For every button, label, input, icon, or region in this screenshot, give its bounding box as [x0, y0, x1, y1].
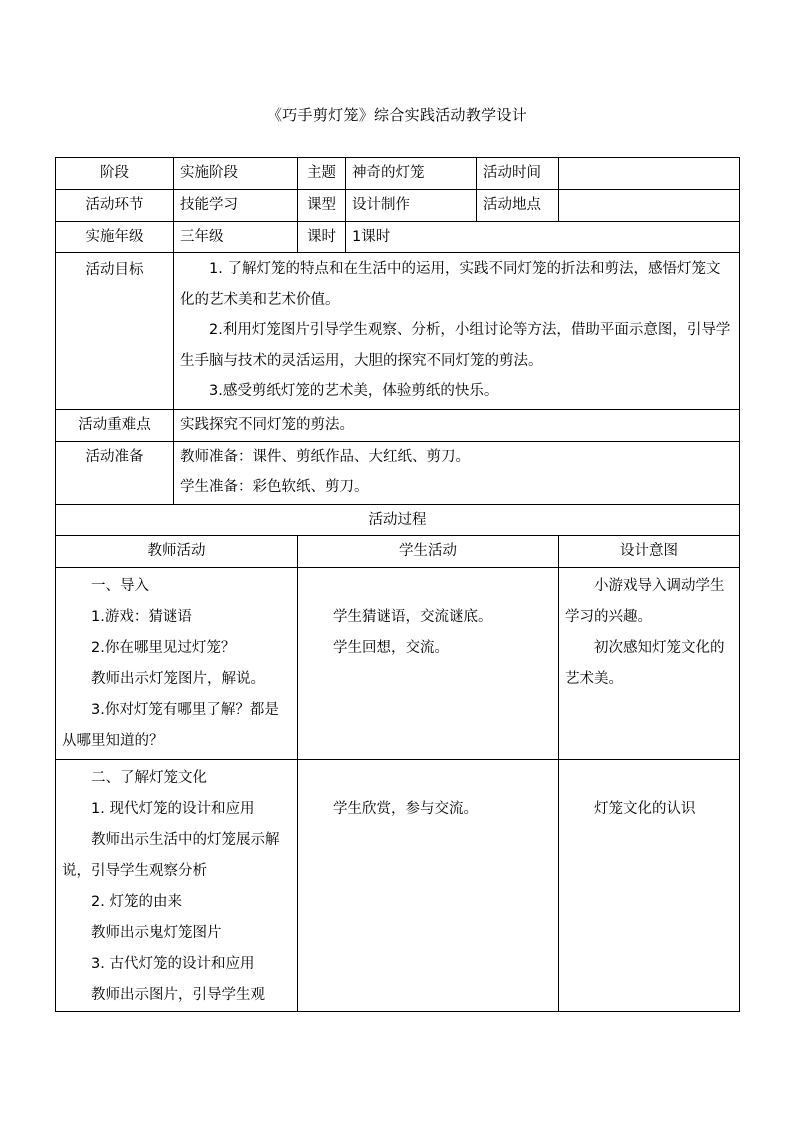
row-process-title — [56, 504, 740, 536]
key-value: 实践探究不同灯笼的剪法。 — [174, 410, 740, 442]
place-label: 活动地点 — [477, 190, 559, 222]
section1-teacher: 一、导入 1.游戏：猜谜语 2.你在哪里见过灯笼？ 教师出示灯笼图片，解说。 3.你对灯笼有哪里了解？都是从哪里知道的？ — [56, 567, 298, 759]
header-intent: 设计意图 — [559, 536, 740, 568]
process-title: 活动过程 — [56, 504, 740, 536]
goal-1: 1. 了解灯笼的特点和在生活中的运用，实践不同灯笼的折法和剪法，感悟灯笼文化的艺术美和艺术价值。 — [180, 261, 721, 308]
key-label: 活动重难点 — [56, 410, 174, 442]
row-grade — [56, 221, 740, 253]
section2-student: 学生欣赏，参与交流。 — [298, 759, 559, 1011]
header-teacher: 教师活动 — [56, 536, 298, 568]
row-prep — [56, 441, 740, 504]
type-label: 课型 — [298, 190, 346, 222]
page-title: 《巧手剪灯笼》综合实践活动教学设计 — [266, 106, 528, 124]
goals-label: 活动目标 — [56, 253, 174, 410]
type-value: 设计制作 — [346, 190, 477, 222]
section2-intent: 灯笼文化的认识 — [559, 759, 740, 1011]
theme-value: 神奇的灯笼 — [346, 158, 477, 190]
hours-value: 1课时 — [346, 221, 740, 253]
goal-3: 3.感受剪纸灯笼的艺术美，体验剪纸的快乐。 — [209, 383, 499, 400]
time-value — [559, 158, 740, 190]
hours-label: 课时 — [298, 221, 346, 253]
prep-content — [174, 441, 740, 504]
goals-content — [174, 253, 740, 410]
row-section-1 — [56, 567, 740, 759]
stage-label: 阶段 — [56, 158, 174, 190]
step-label: 活动环节 — [56, 190, 174, 222]
row-goals — [56, 253, 740, 410]
place-value — [559, 190, 740, 222]
grade-value: 三年级 — [174, 221, 298, 253]
goal-2: 2.利用灯笼图片引导学生观察、分析，小组讨论等方法，借助平面示意图，引导学生手脑与技术的灵活运用，大胆的探究不同灯笼的剪法。 — [180, 322, 731, 369]
prep-label: 活动准备 — [56, 441, 174, 504]
prep-teacher: 教师准备：课件、剪纸作品、大红纸、剪刀。 — [180, 448, 470, 465]
section1-student: 学生猜谜语，交流谜底。 学生回想，交流。 — [298, 567, 559, 759]
section2-teacher: 二、了解灯笼文化 1. 现代灯笼的设计和应用 教师出示生活中的灯笼展示解说，引导学生观察分析 2. 灯笼的由来 教师出示鬼灯笼图片 3. 古代灯笼的设计和应用 教师出示图片，引导学生观 — [56, 759, 298, 1011]
row-process-headers — [56, 536, 740, 568]
header-student: 学生活动 — [298, 536, 559, 568]
section1-intent: 小游戏导入调动学生学习的兴趣。 初次感知灯笼文化的艺术美。 — [559, 567, 740, 759]
stage-value: 实施阶段 — [174, 158, 298, 190]
time-label: 活动时间 — [477, 158, 559, 190]
grade-label: 实施年级 — [56, 221, 174, 253]
row-key — [56, 410, 740, 442]
prep-student: 学生准备：彩色软纸、剪刀。 — [180, 479, 369, 496]
step-value: 技能学习 — [174, 190, 298, 222]
row-section-2 — [56, 759, 740, 1011]
theme-label: 主题 — [298, 158, 346, 190]
lesson-plan-table — [55, 157, 740, 1012]
row-step — [56, 190, 740, 222]
row-stage — [56, 158, 740, 190]
